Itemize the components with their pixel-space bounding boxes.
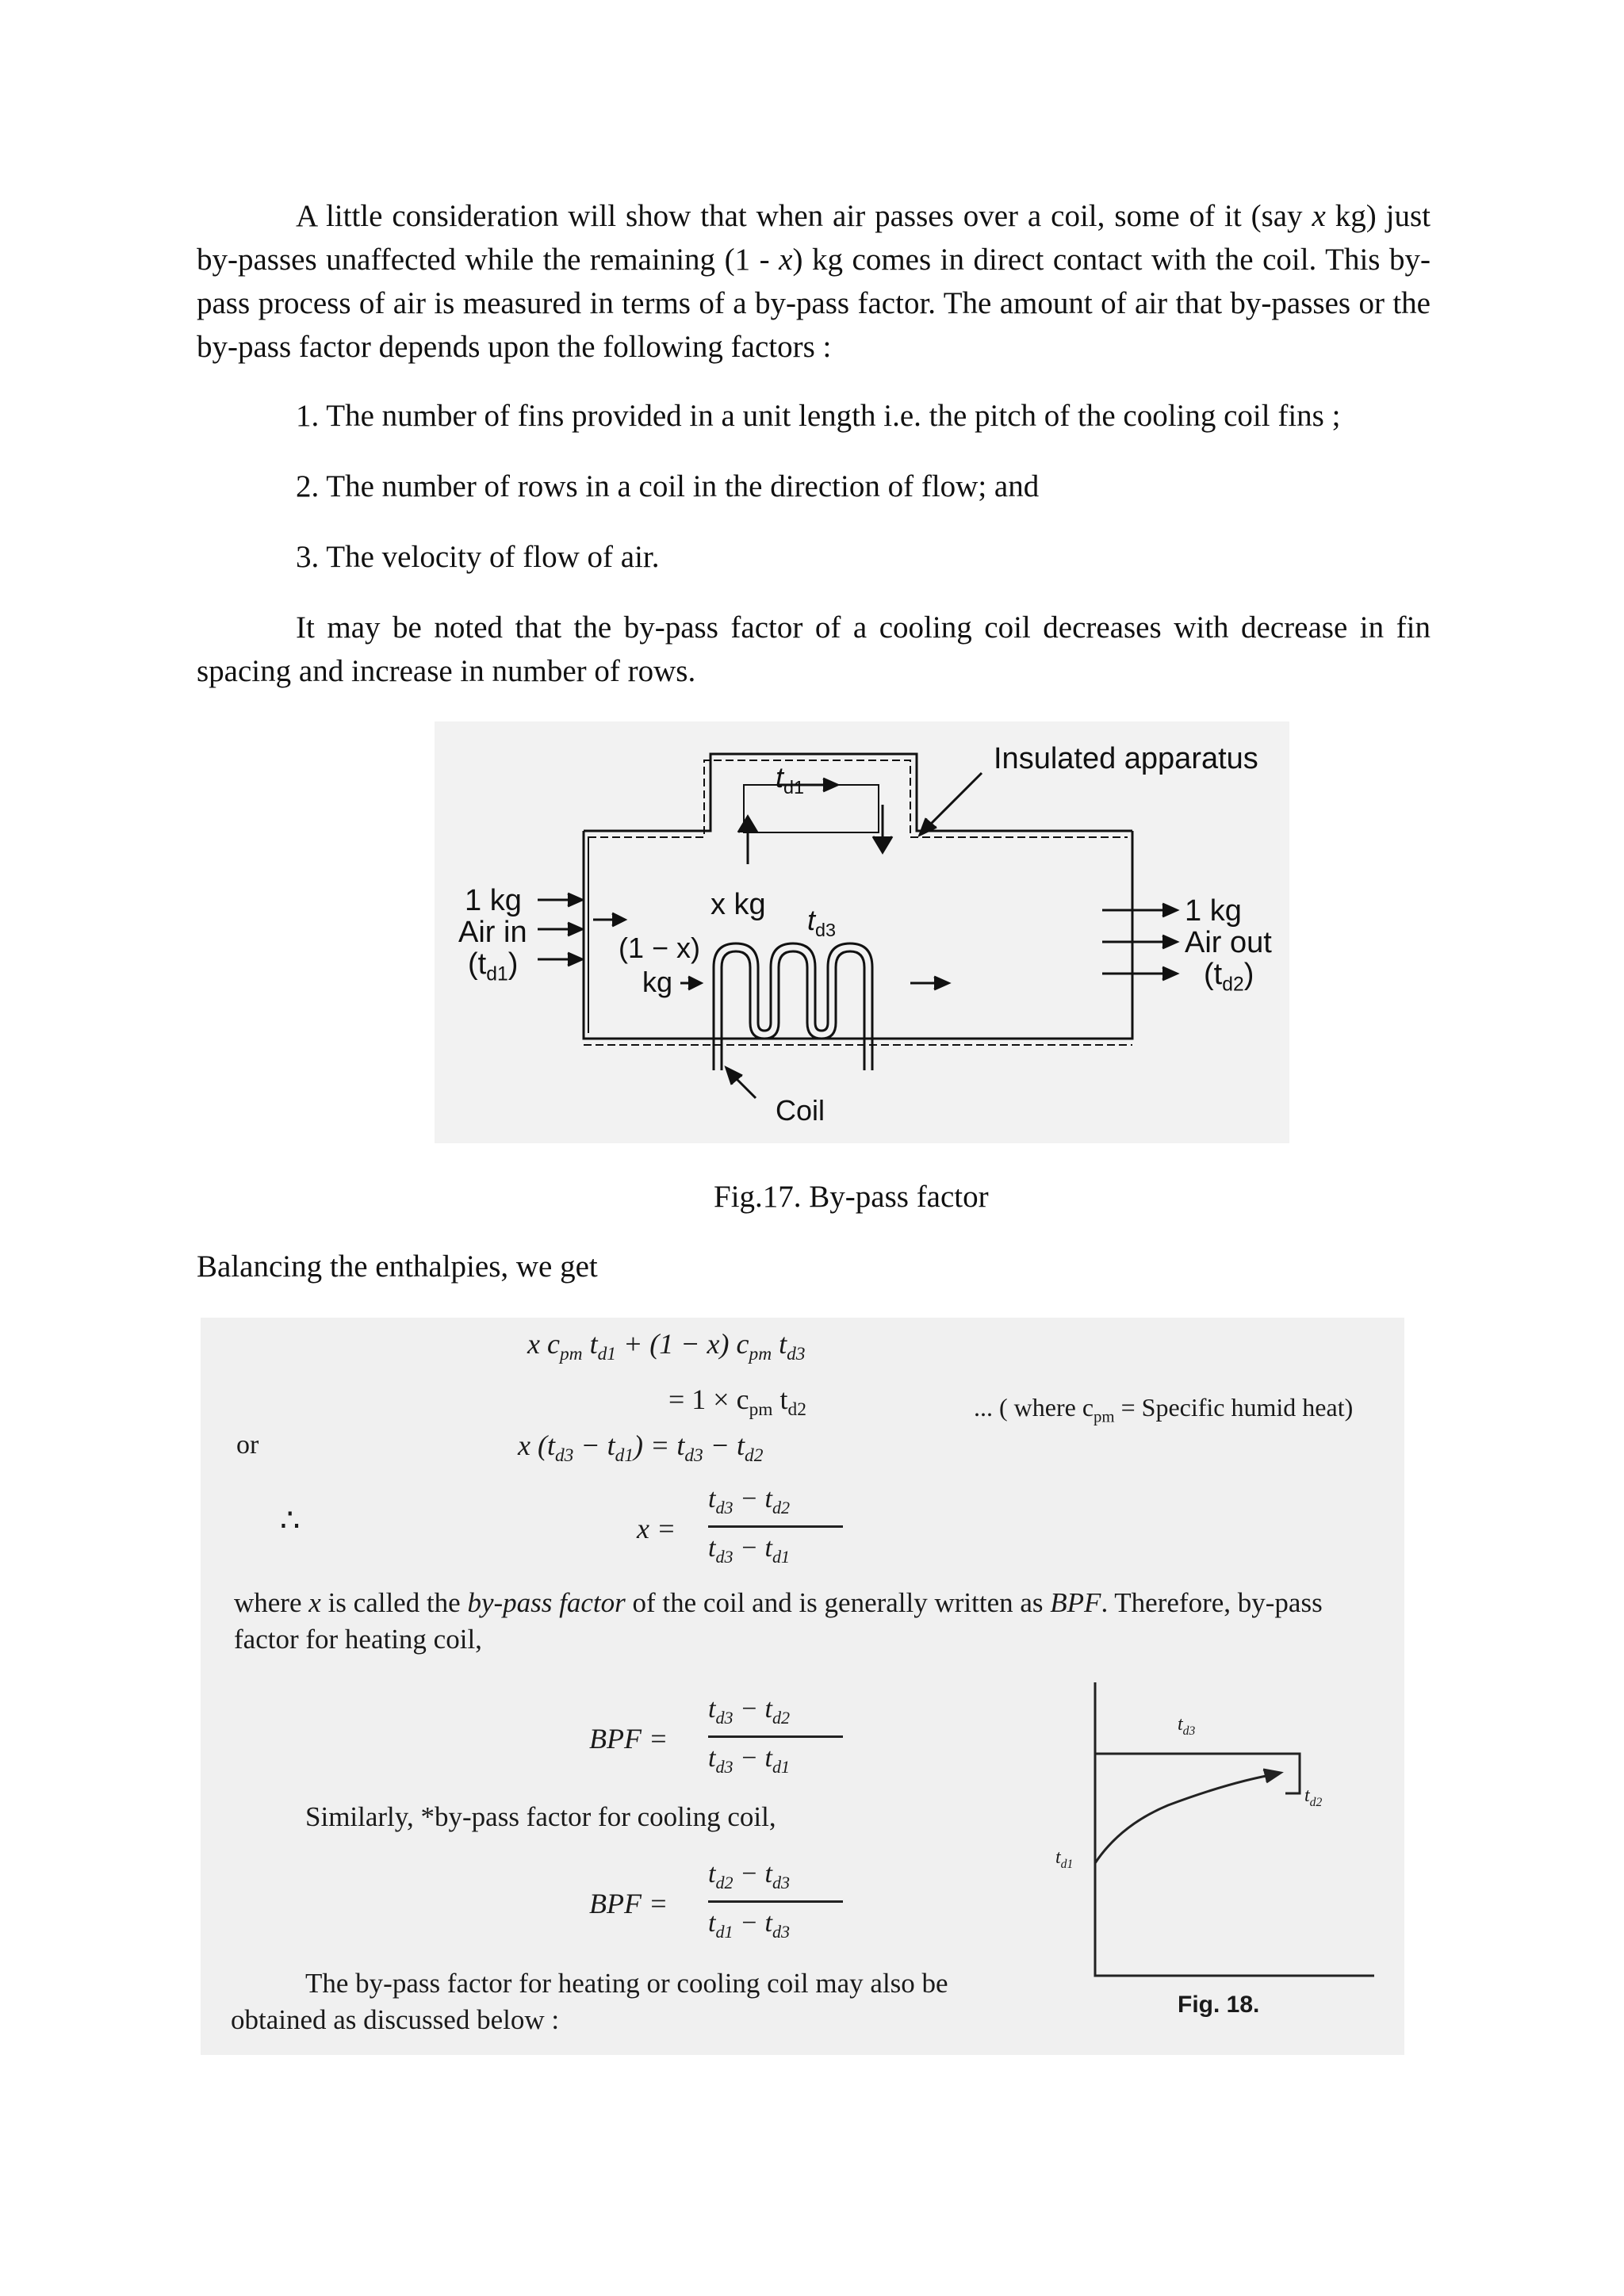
eq-part: − t xyxy=(573,1429,615,1461)
eq-part: x (t xyxy=(518,1429,555,1461)
outlet-mass-label: 1 kg xyxy=(1185,894,1242,928)
xkg-label: x kg xyxy=(710,888,766,921)
subscript: d2 xyxy=(715,1872,733,1892)
bpf-cooling-denominator xyxy=(708,1908,790,1942)
equation-line-2 xyxy=(668,1383,806,1421)
eq-part: ... ( where c xyxy=(974,1393,1094,1422)
var-x: x xyxy=(1312,199,1326,233)
t-symbol: t xyxy=(1178,1714,1183,1735)
eq-part: t xyxy=(708,1484,716,1513)
eq-part: − t xyxy=(733,1484,772,1513)
subscript: pm xyxy=(559,1344,583,1365)
subscript: d2 xyxy=(787,1399,806,1421)
intro-paragraph xyxy=(197,194,1431,369)
subscript: d1 xyxy=(486,963,508,985)
fig17-diagram xyxy=(435,721,1289,1143)
subscript: d1 xyxy=(783,777,805,798)
subscript: d2 xyxy=(745,1445,764,1467)
eq-part: t xyxy=(772,1383,788,1415)
scanned-equations-block xyxy=(201,1318,1404,2055)
eq-part: t xyxy=(708,1743,716,1773)
eq-part: − t xyxy=(703,1429,745,1461)
fraction-numerator xyxy=(708,1484,790,1518)
fraction-bar xyxy=(708,1735,843,1738)
subscript: d3 xyxy=(715,1756,733,1777)
t-symbol: t xyxy=(776,761,784,794)
eq-part: t xyxy=(708,1908,716,1938)
t-symbol: t xyxy=(1055,1847,1061,1868)
text: x xyxy=(308,1587,321,1618)
note-paragraph: It may be noted that the by-pass factor of a cooling coil decreases with decrease in fin spacing and increase in number of rows. xyxy=(197,610,1431,688)
td1-top-label xyxy=(776,761,804,798)
text: of the coil and is generally written as xyxy=(625,1587,1051,1618)
eq-part: − t xyxy=(733,1743,772,1773)
subscript: d3 xyxy=(554,1445,574,1467)
intro-text: kg) just by-passes unaffected while the remaining (1 - xyxy=(197,199,1431,277)
text: BPF xyxy=(1050,1587,1101,1618)
paren-t: (t xyxy=(468,947,487,981)
subscript: d3 xyxy=(715,1707,733,1728)
eq-part: t xyxy=(708,1533,716,1563)
subscript: d1 xyxy=(597,1344,616,1365)
coil-label: Coil xyxy=(776,1094,825,1127)
subscript: pm xyxy=(749,1344,772,1365)
or-label: or xyxy=(236,1430,259,1460)
fraction-bar xyxy=(708,1525,843,1528)
subscript: d3 xyxy=(772,1872,791,1892)
subscript: d1 xyxy=(772,1546,791,1567)
t-symbol: t xyxy=(1304,1785,1310,1806)
x-equals: x = xyxy=(637,1513,676,1544)
subscript: d2 xyxy=(772,1497,791,1517)
subscript: d3 xyxy=(715,1497,733,1517)
fig18-td1-label xyxy=(1055,1847,1073,1872)
outlet-air-label: Air out xyxy=(1185,926,1272,959)
eq-part: − t xyxy=(733,1859,772,1888)
var-x: x xyxy=(779,243,793,277)
text: where xyxy=(234,1587,309,1618)
eq-part: = 1 × c xyxy=(668,1383,749,1415)
balancing-text: Balancing the enthalpies, we get xyxy=(197,1249,598,1284)
bpf-heating-label: BPF = xyxy=(589,1723,668,1755)
fraction-bar xyxy=(708,1900,843,1903)
subscript: d1 xyxy=(615,1445,634,1467)
eq-part: + (1 − x) c xyxy=(615,1328,749,1360)
subscript: d3 xyxy=(815,920,837,941)
text: by-pass factor xyxy=(467,1587,626,1618)
subscript: d3 xyxy=(715,1546,733,1567)
intro-text: ) kg comes in direct contact with the coil. This by-pass process of air is measured in terms of a by-pass factor. The amount of air that by-passes or the by-pass factor depends upon the following factors : xyxy=(197,243,1431,364)
intro-text: A little consideration will show that when air passes over a coil, some of it (say xyxy=(296,199,1312,233)
eq-part: t xyxy=(772,1328,787,1360)
fraction-denominator xyxy=(708,1533,790,1567)
td3-label xyxy=(807,904,836,941)
subscript: d1 xyxy=(772,1756,791,1777)
kg-label: kg xyxy=(642,966,673,998)
fig18-td3-label xyxy=(1178,1714,1195,1739)
fig17-caption: Fig.17. By-pass factor xyxy=(714,1180,989,1214)
therefore-symbol: ∴ xyxy=(280,1502,301,1538)
subscript: d3 xyxy=(772,1921,791,1942)
subscript: d2 xyxy=(772,1707,791,1728)
subscript: d2 xyxy=(1222,974,1244,996)
inlet-air-label: Air in xyxy=(458,916,527,949)
bypass-apparatus-drawing xyxy=(435,721,1289,1143)
last-line-2: obtained as discussed below : xyxy=(231,2004,560,2035)
where-line-1 xyxy=(234,1587,1392,1619)
eq-part: t xyxy=(708,1859,716,1888)
one-minus-x-label: (1 − x) xyxy=(619,932,701,964)
fig18-caption: Fig. 18. xyxy=(1178,1992,1260,2018)
bpf-heating-numerator xyxy=(708,1694,790,1728)
insulated-label: Insulated apparatus xyxy=(994,742,1258,775)
t-symbol: t xyxy=(807,904,816,936)
equation-line-3 xyxy=(518,1429,763,1467)
text: is called the xyxy=(320,1587,468,1618)
inlet-mass-label: 1 kg xyxy=(465,884,522,917)
inlet-temp-label xyxy=(468,947,518,986)
subscript: d3 xyxy=(684,1445,703,1467)
where-note xyxy=(974,1393,1353,1426)
eq-part: = Specific humid heat) xyxy=(1114,1393,1354,1422)
paren-close: ) xyxy=(1243,958,1254,991)
bpf-heating-denominator xyxy=(708,1743,790,1777)
similarly-text: Similarly, *by-pass factor for cooling coil, xyxy=(305,1801,776,1832)
fig18-curve-diagram xyxy=(1073,1667,1390,1999)
text: . Therefore, by-pass xyxy=(1101,1587,1323,1618)
eq-part: ) = t xyxy=(634,1429,685,1461)
subscript: d2 xyxy=(1309,1795,1323,1809)
eq-part: − t xyxy=(733,1694,772,1724)
subscript: d3 xyxy=(1182,1724,1196,1738)
subscript: pm xyxy=(1094,1407,1115,1426)
paren-close: ) xyxy=(508,947,519,981)
paren-t: (t xyxy=(1204,958,1223,991)
outlet-temp-label xyxy=(1204,958,1254,997)
equation-line-1 xyxy=(527,1327,806,1365)
subscript: d1 xyxy=(715,1921,733,1942)
bpf-cooling-numerator xyxy=(708,1859,790,1893)
eq-part: t xyxy=(582,1328,598,1360)
eq-part: − t xyxy=(733,1533,772,1563)
subscript: pm xyxy=(749,1399,773,1421)
eq-part: t xyxy=(708,1694,716,1724)
eq-part: − t xyxy=(733,1908,772,1938)
subscript: d3 xyxy=(787,1344,806,1365)
factor-item-2: 2. The number of rows in a coil in the direction of flow; and xyxy=(296,469,1040,503)
factor-item-3: 3. The velocity of flow of air. xyxy=(296,540,660,574)
subscript: d1 xyxy=(1060,1857,1074,1871)
bpf-cooling-label: BPF = xyxy=(589,1888,668,1919)
last-line-1: The by-pass factor for heating or cooling coil may also be xyxy=(305,1968,948,1999)
fig18-td2-label xyxy=(1304,1785,1322,1810)
factor-item-1: 1. The number of fins provided in a unit length i.e. the pitch of the cooling coil fins ; xyxy=(296,399,1341,433)
eq-part: x c xyxy=(527,1328,560,1360)
where-line-2: factor for heating coil, xyxy=(234,1624,482,1655)
